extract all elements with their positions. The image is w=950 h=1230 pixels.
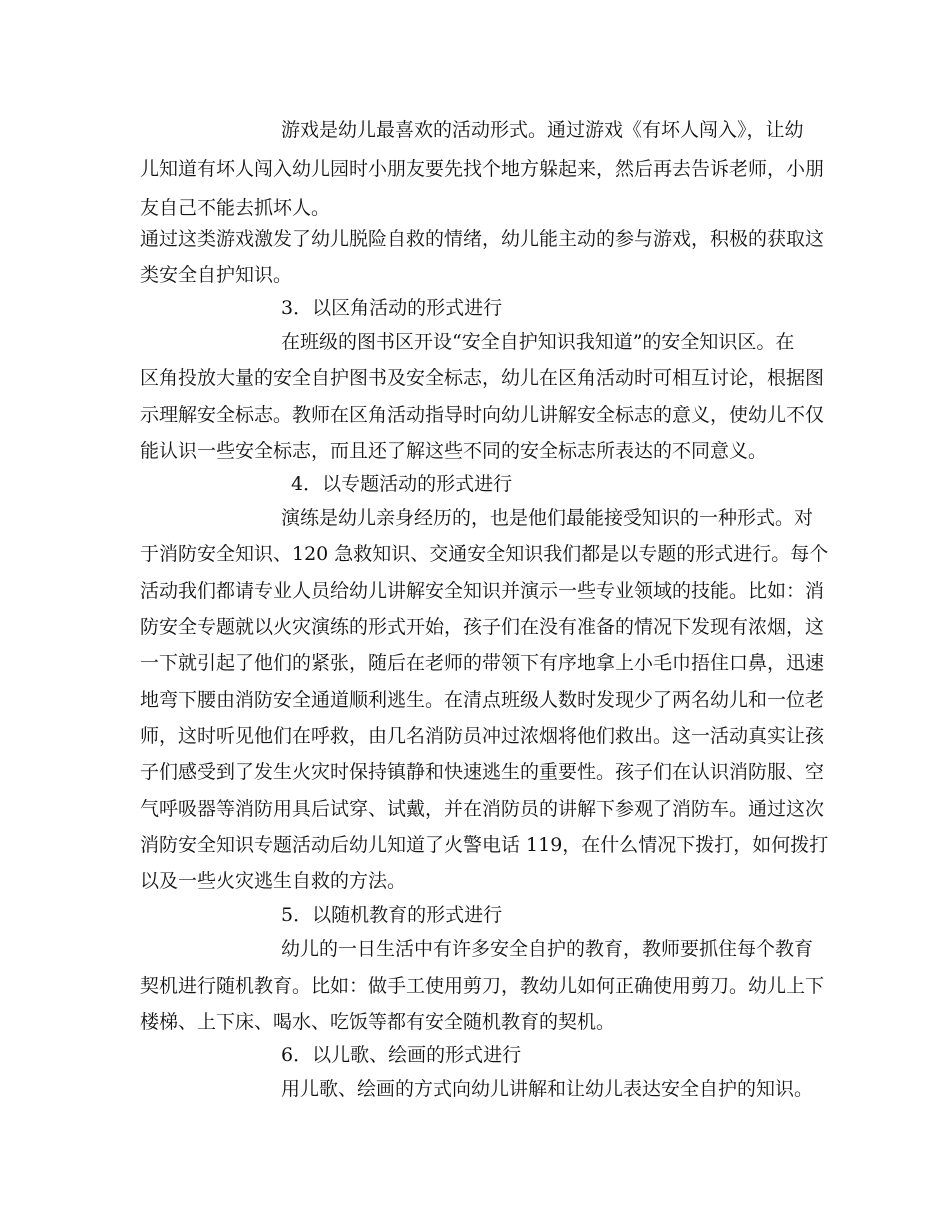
paragraph-line: 消防安全知识专题活动后幼儿知道了火警电话 119，在什么情况下拨打，如何拨打 xyxy=(140,834,829,856)
paragraph-line: 游戏是幼儿最喜欢的活动形式。通过游戏《有坏人闯入》，让幼 xyxy=(281,119,804,141)
paragraph-line: 演练是幼儿亲身经历的，也是他们最能接受知识的一种形式。对 xyxy=(281,507,814,529)
paragraph-line: 类安全自护知识。 xyxy=(140,264,293,286)
section-heading: 5．以随机教育的形式进行 xyxy=(281,904,503,926)
paragraph-line: 气呼吸器等消防用具后试穿、试戴，并在消防员的讲解下参观了消防车。通过这次 xyxy=(140,798,825,820)
paragraph-line: 用儿歌、绘画的方式向幼儿讲解和让幼儿表达安全自护的知识。 xyxy=(281,1078,814,1100)
paragraph-line: 一下就引起了他们的紧张，随后在老师的带领下有序地拿上小毛巾捂住口鼻，迅速 xyxy=(140,652,825,674)
paragraph-line: 契机进行随机教育。比如：做手工使用剪刀，教幼儿如何正确使用剪刀。幼儿上下 xyxy=(140,975,825,997)
paragraph-line: 友自己不能去抓坏人。 xyxy=(140,197,331,219)
section-heading: 4．以专题活动的形式进行 xyxy=(291,473,513,495)
paragraph-line: 子们感受到了发生火灾时保持镇静和快速逃生的重要性。孩子们在认识消防服、空 xyxy=(140,761,825,783)
section-heading: 6．以儿歌、绘画的形式进行 xyxy=(281,1044,522,1066)
paragraph-line: 地弯下腰由消防安全通道顺利逃生。在清点班级人数时发现少了两名幼儿和一位老 xyxy=(140,689,825,711)
section-heading: 3．以区角活动的形式进行 xyxy=(281,297,503,319)
paragraph-line: 于消防安全知识、120 急救知识、交通安全知识我们都是以专题的形式进行。每个 xyxy=(140,543,829,565)
paragraph-line: 以及一些火灾逃生自救的方法。 xyxy=(140,870,407,892)
paragraph-line: 在班级的图书区开设“安全自护知识我知道”的安全知识区。在 xyxy=(281,331,795,353)
paragraph-line: 能认识一些安全标志，而且还了解这些不同的安全标志所表达的不同意义。 xyxy=(140,440,768,462)
paragraph-line: 楼梯、上下床、喝水、吃饭等都有安全随机教育的契机。 xyxy=(140,1011,616,1033)
paragraph-line: 师，这时听见他们在呼救，由几名消防员冲过浓烟将他们救出。这一活动真实让孩 xyxy=(140,725,825,747)
paragraph-line: 儿知道有坏人闯入幼儿园时小朋友要先找个地方躲起来，然后再去告诉老师，小朋 xyxy=(140,158,825,180)
paragraph-line: 示理解安全标志。教师在区角活动指导时向幼儿讲解安全标志的意义，使幼儿不仅 xyxy=(140,404,825,426)
paragraph-line: 防安全专题就以火灾演练的形式开始，孩子们在没有准备的情况下发现有浓烟，这 xyxy=(140,616,825,638)
paragraph-line: 幼儿的一日生活中有许多安全自护的教育，教师要抓住每个教育 xyxy=(281,938,814,960)
paragraph-line: 活动我们都请专业人员给幼儿讲解安全知识并演示一些专业领域的技能。比如：消 xyxy=(140,580,825,602)
paragraph-line: 通过这类游戏激发了幼儿脱险自救的情绪，幼儿能主动的参与游戏，积极的获取这 xyxy=(140,228,825,250)
paragraph-line: 区角投放大量的安全自护图书及安全标志，幼儿在区角活动时可相互讨论，根据图 xyxy=(140,367,825,389)
